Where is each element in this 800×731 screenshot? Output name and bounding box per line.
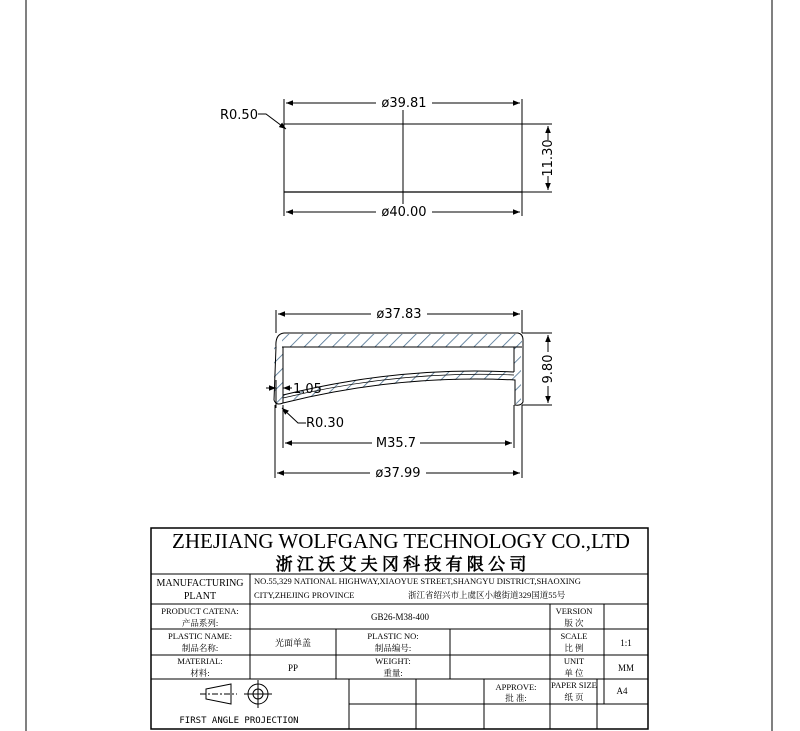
weight-label-cn: 重量: xyxy=(383,668,403,678)
address-line-2-cn: 浙江省绍兴市上虞区小越街道329国道55号 xyxy=(408,590,566,600)
plant-label: MANUFACTURING xyxy=(156,578,244,589)
top-wall-hatch xyxy=(282,334,522,347)
unit-label: UNIT xyxy=(563,656,585,666)
top-view-top-diameter: ø39.81 xyxy=(381,96,427,111)
radius-leader xyxy=(258,114,286,129)
first-angle-projection-icon xyxy=(200,680,272,708)
top-view xyxy=(258,99,552,218)
section-height: 9.80 xyxy=(541,354,556,384)
paper-size-value: A4 xyxy=(616,686,628,696)
plastic-name-label-cn: 制品名称: xyxy=(181,643,219,653)
section-radius-label: R0.30 xyxy=(306,416,344,431)
weight-label: WEIGHT: xyxy=(375,656,411,666)
plant-label-2: PLANT xyxy=(183,591,217,602)
plastic-name-label: PLASTIC NAME: xyxy=(168,631,232,641)
address-line-2-en: CITY,ZHEJING PROVINCE xyxy=(254,590,355,600)
product-catena-value: GB26-M38-400 xyxy=(371,612,429,622)
plastic-no-label: PLASTIC NO: xyxy=(367,631,419,641)
projection-label: FIRST ANGLE PROJECTION xyxy=(179,716,299,726)
section-top-diameter: ø37.83 xyxy=(376,307,422,322)
section-radius-leader xyxy=(282,408,306,423)
top-view-radius: R0.50 xyxy=(220,108,258,123)
wall-offset-label: 1.05 xyxy=(293,382,322,397)
thread-label: M35.7 xyxy=(375,436,417,451)
paper-size-label-cn: 纸 页 xyxy=(564,692,584,702)
version-label: VERSION xyxy=(555,606,593,616)
unit-label-cn: 单 位 xyxy=(564,668,584,678)
company-name-cn: 浙 江 沃 艾 夫 冈 科 技 有 限 公 司 xyxy=(275,555,527,574)
address-line-1: NO.55,329 NATIONAL HIGHWAY,XIAOYUE STREET,SHANGYU DISTRICT,SHAOXING xyxy=(254,576,581,586)
unit-value: MM xyxy=(617,663,635,673)
scale-label-cn: 比 例 xyxy=(564,643,584,653)
approve-label: APPROVE: xyxy=(495,682,537,692)
section-bottom-diameter: ø37.99 xyxy=(375,466,421,481)
material-value: PP xyxy=(287,663,299,673)
plastic-name-value: 光面单盖 xyxy=(274,638,312,648)
top-view-bottom-diameter: ø40.00 xyxy=(381,205,427,220)
scale-value: 1:1 xyxy=(620,638,632,648)
product-catena-label: PRODUCT CATENA: xyxy=(161,606,239,616)
product-catena-label-cn: 产品系列: xyxy=(181,618,219,628)
scale-label: SCALE xyxy=(560,631,588,641)
company-name-en: ZHEJIANG WOLFGANG TECHNOLOGY CO.,LTD xyxy=(172,529,630,553)
material-label-cn: 材料: xyxy=(190,668,210,678)
material-label: MATERIAL: xyxy=(177,656,223,666)
plastic-no-label-cn: 制品编号: xyxy=(374,643,412,653)
top-view-height: 11.30 xyxy=(541,139,556,177)
version-label-cn: 版 次 xyxy=(564,618,584,628)
paper-size-label: PAPER SIZE xyxy=(551,680,597,690)
approve-label-cn: 批 准: xyxy=(505,693,527,703)
